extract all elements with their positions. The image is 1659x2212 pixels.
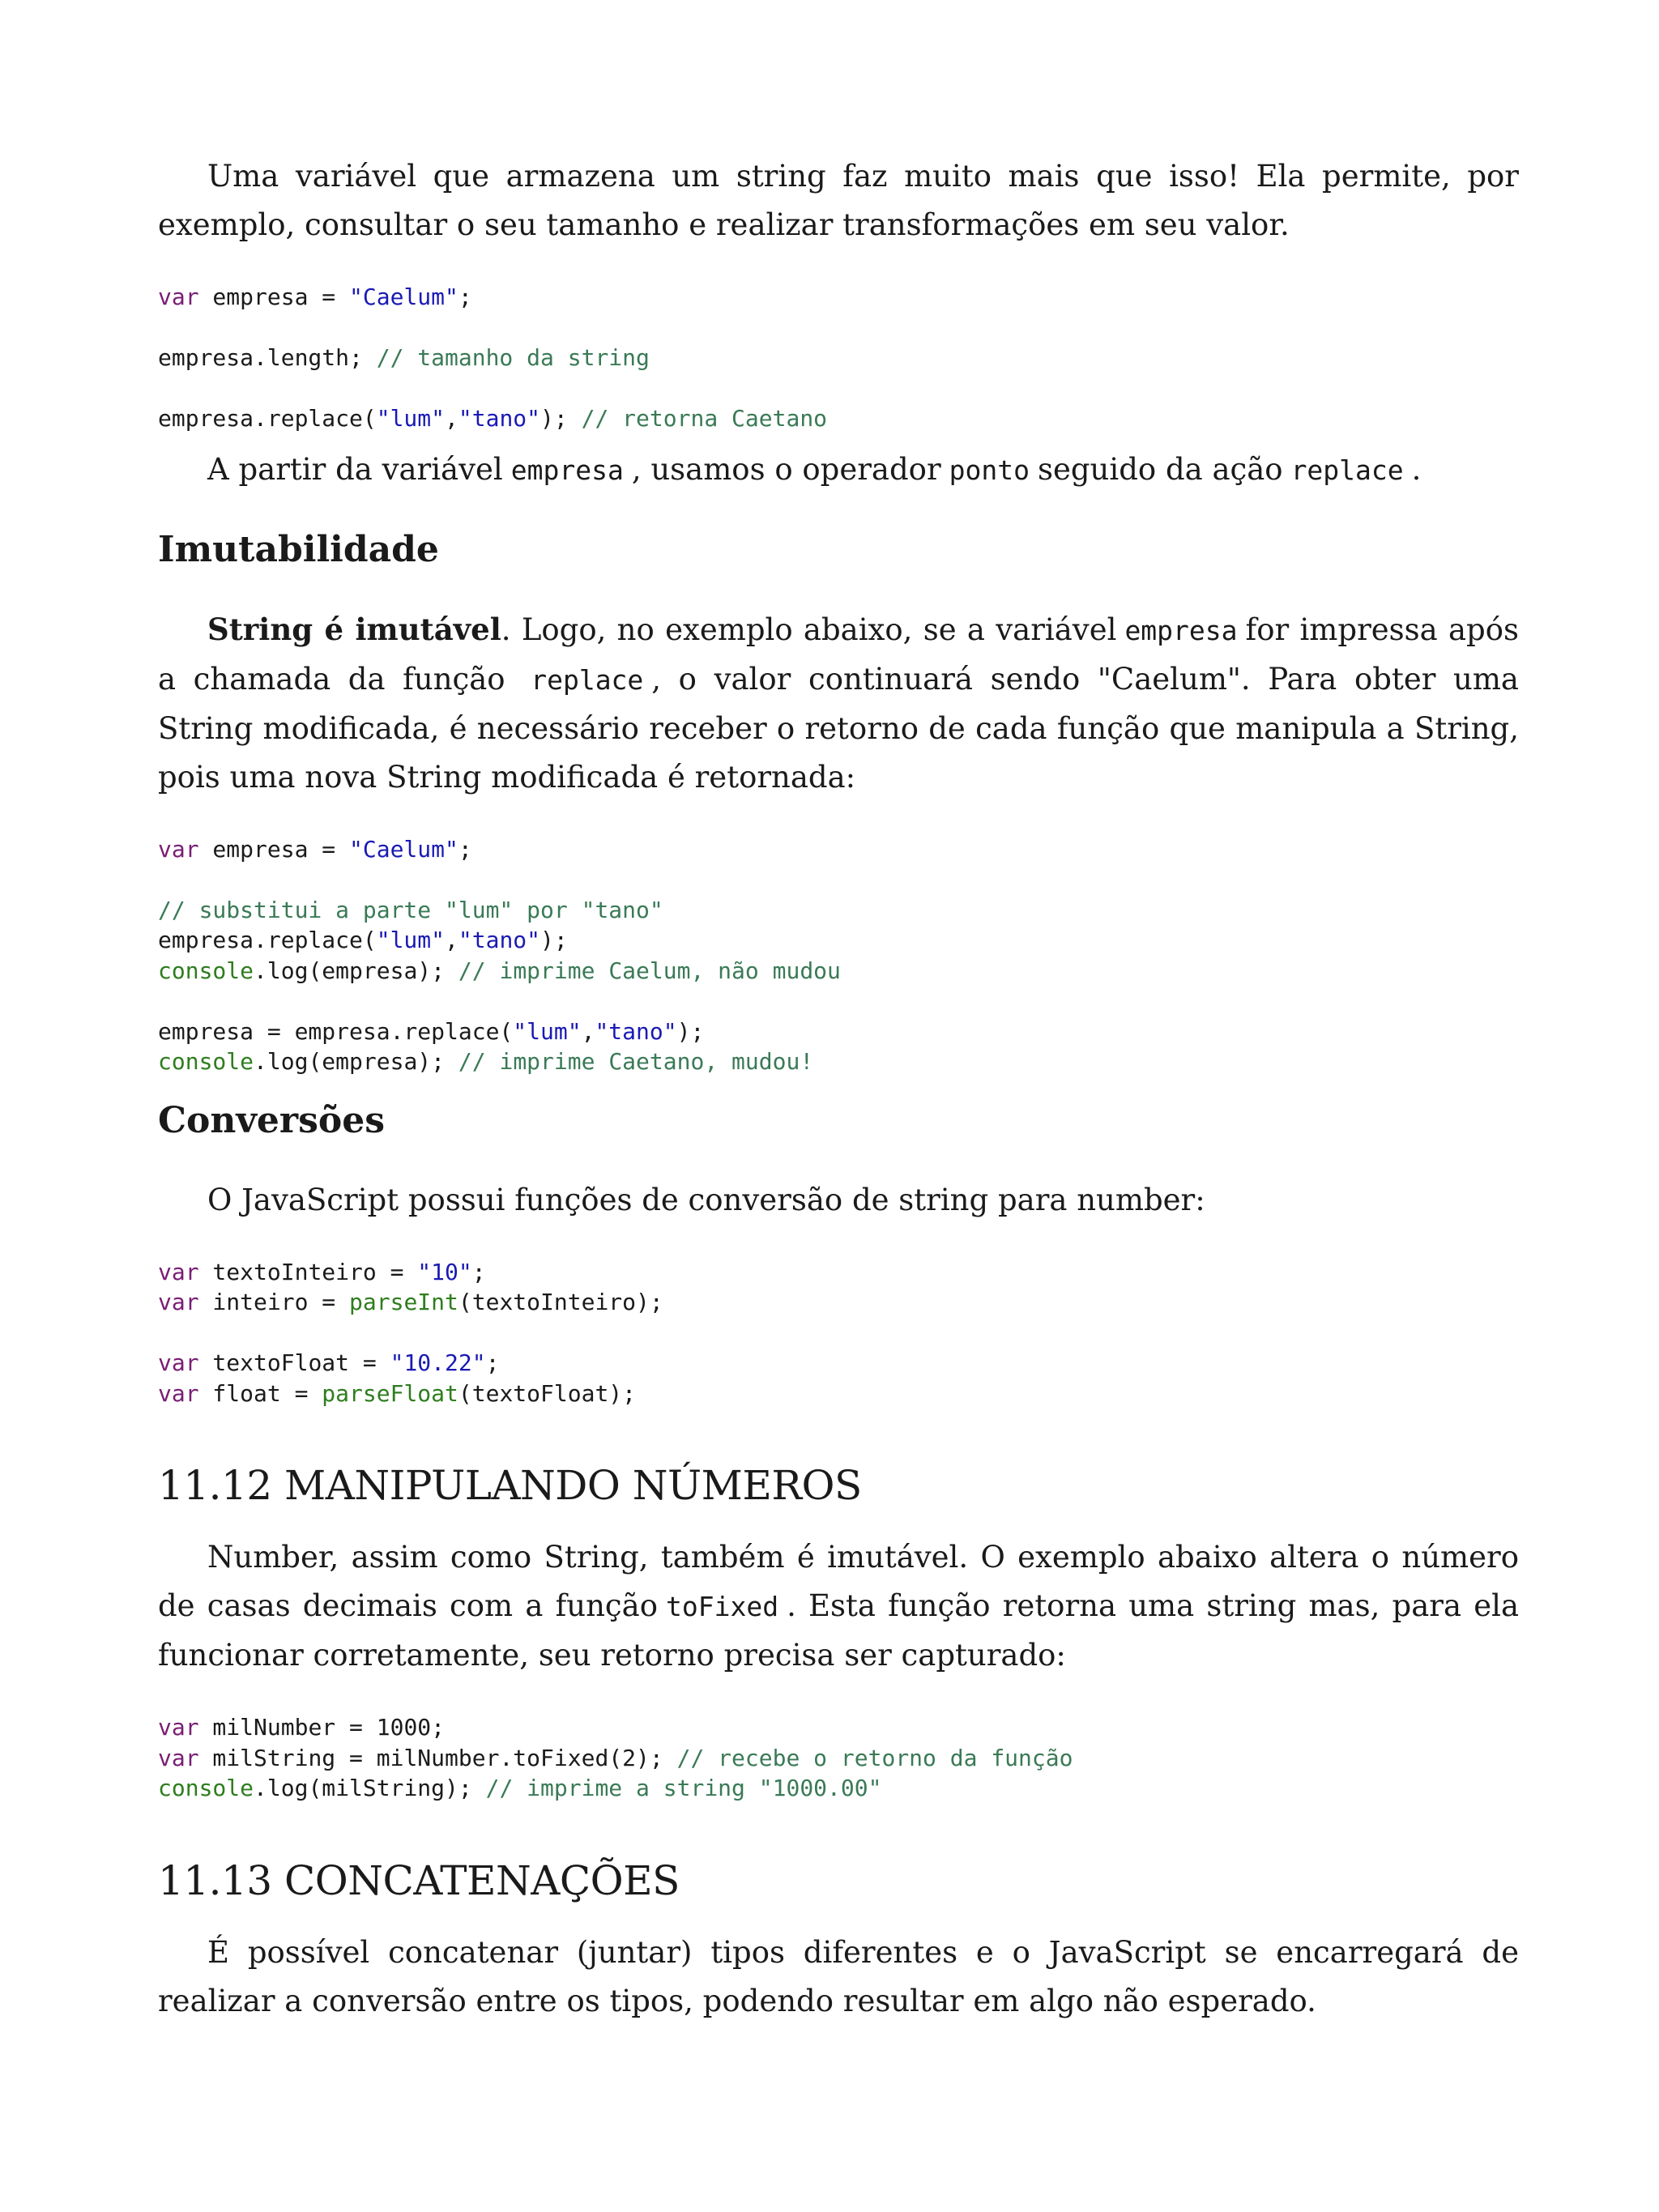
code-line: empresa.length; // tamanho da string [158, 344, 650, 371]
heading-concatenacoes: 11.13 CONCATENAÇÕES [158, 1856, 680, 1904]
code-line: var inteiro = parseInt(textoInteiro); [158, 1289, 663, 1315]
code-block-conversions [158, 1257, 1519, 1409]
conversoes-paragraph: O JavaScript possui funções de conversão de string para number: [207, 1182, 1205, 1217]
heading-imutabilidade: Imutabilidade [158, 528, 439, 570]
concat-paragraph: É possível concatenar (juntar) tipos diferentes e o JavaScript se encarregará de realizar a conversão entre os tipos, podendo resultar em algo não esperado. [158, 1934, 1519, 2018]
numeros-paragraph: Number, assim como String, também é imutável. O exemplo abaixo altera o número de casas decimais com a função toFixed . Esta função retorna uma string mas, para ela funcionar corretamente, seu retorno precisa ser capturado: [158, 1540, 1520, 1673]
code-line: empresa.replace("lum","tano"); [158, 927, 568, 953]
code-block-tofixed [158, 1712, 1519, 1804]
code-line: var float = parseFloat(textoFloat); [158, 1379, 637, 1407]
code-line: var empresa = "Caelum"; [158, 283, 472, 310]
code-block-string-methods [158, 282, 1519, 434]
code-line: var milNumber = 1000; [158, 1714, 446, 1741]
operator-paragraph: A partir da variável empresa , usamos o operador ponto seguido da ação replace . [207, 451, 1422, 487]
code-line: var empresa = "Caelum"; [158, 835, 472, 863]
heading-manipulando-numeros: 11.12 MANIPULANDO NÚMEROS [158, 1462, 862, 1509]
code-block-immutability [158, 834, 1519, 1077]
code-line: var milString = milNumber.toFixed(2); // recebe o retorno da função [158, 1744, 1073, 1771]
code-line: // substitui a parte "lum" por "tano" [158, 896, 663, 923]
code-line: empresa = empresa.replace("lum","tano"); [158, 1017, 705, 1045]
code-line: console.log(empresa); // imprime Caelum, não mudou [158, 957, 841, 984]
intro-paragraph: Uma variável que armazena um string faz muito mais que isso! Ela permite, por exemplo, consultar o seu tamanho e realizar transformações em seu valor. [158, 159, 1519, 242]
code-line: empresa.replace("lum","tano"); // retorna Caetano [158, 405, 828, 432]
code-line: console.log(empresa); // imprime Caetano, mudou! [158, 1048, 814, 1075]
page-content [158, 152, 1519, 2026]
code-line: var textoFloat = "10.22"; [158, 1349, 500, 1376]
code-line: var textoInteiro = "10"; [158, 1258, 486, 1285]
heading-conversoes: Conversões [158, 1099, 385, 1141]
code-line: console.log(milString); // imprime a string "1000.00" [158, 1775, 882, 1801]
imutabilidade-paragraph: String é imutável. Logo, no exemplo abaixo, se a variável empresa for impressa após a chamada da função replace , o valor continuará sendo "Caelum". Para obter uma String modificada, é necessário receber o retorno de cada função que manipula a String, pois uma nova String modificada é retornada: [158, 611, 1519, 795]
